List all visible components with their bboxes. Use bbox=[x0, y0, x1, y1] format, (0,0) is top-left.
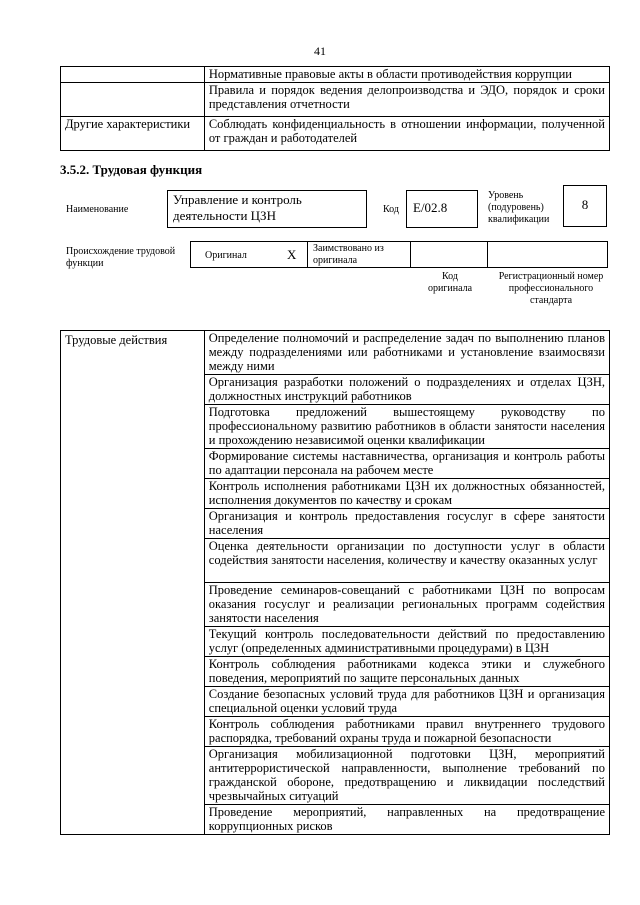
characteristics-table bbox=[60, 66, 610, 151]
row-label bbox=[61, 67, 205, 83]
level-label: Уровень (подуровень) квалификации bbox=[488, 190, 550, 225]
code-label: Код bbox=[383, 204, 399, 215]
action-item: Подготовка предложений вышестоящему руководству по профессиональному развитию работников в области занятости населения и прохождению независимой оценки квалификации bbox=[204, 405, 609, 449]
reg-number-cell bbox=[487, 241, 608, 268]
action-item: Организация мобилизационной подготовки ЦЗН, мероприятий антитеррористической направленности, выполнение требований по гражданской обороне, предотвращению и ликвидации последствий чрезвычайных ситуаций bbox=[204, 747, 609, 805]
action-item: Создание безопасных условий труда для работников ЦЗН и организация специальной оценки условий труда bbox=[204, 687, 609, 717]
action-item: Организация и контроль предоставления госуслуг в сфере занятости населения bbox=[204, 509, 609, 539]
action-item: Контроль соблюдения работниками кодекса этики и служебного поведения, мероприятий по защите персональных данных bbox=[204, 657, 609, 687]
action-item: Контроль соблюдения работниками правил внутреннего трудового распорядка, требований охраны труда и пожарной безопасности bbox=[204, 717, 609, 747]
other-characteristics-label: Другие характеристики bbox=[61, 117, 205, 151]
action-item: Оценка деятельности организации по доступности услуг в области содействия занятости населения, количеству и качеству оказанных услуг bbox=[204, 539, 609, 583]
action-item: Определение полномочий и распределение задач по выполнению планов между подразделениями или работниками и установление взаимосвязи между ними bbox=[204, 331, 609, 375]
original-label: Оригинал bbox=[205, 250, 247, 261]
labor-actions-label: Трудовые действия bbox=[61, 331, 205, 835]
function-code-value: E/02.8 bbox=[406, 190, 478, 228]
level-value: 8 bbox=[563, 185, 607, 227]
table-row bbox=[61, 83, 610, 117]
borrowed-label: Заимствовано из оригинала bbox=[313, 243, 384, 266]
action-item: Проведение семинаров-совещаний с работниками ЦЗН по вопросам оказания госуслуг и реализации региональных программ содействия занятости населения bbox=[204, 583, 609, 627]
code-original-cell bbox=[410, 241, 488, 268]
row-text: Нормативные правовые акты в области противодействия коррупции bbox=[204, 67, 609, 83]
origin-label: Происхождение трудовой функции bbox=[66, 246, 176, 269]
row-text: Правила и порядок ведения делопроизводства и ЭДО, порядок и сроки представления отчетности bbox=[204, 83, 609, 117]
page-number: 41 bbox=[314, 44, 326, 58]
borrowed-cell bbox=[307, 241, 411, 268]
labor-actions-table bbox=[60, 330, 610, 835]
action-item: Организация разработки положений о подразделениях и отделах ЦЗН, должностных инструкций работников bbox=[204, 375, 609, 405]
action-item: Текущий контроль последовательности действий по предоставлению услуг (определенных административными процедурами) в ЦЗН bbox=[204, 627, 609, 657]
section-title: 3.5.2. Трудовая функция bbox=[60, 162, 203, 177]
action-item: Контроль исполнения работниками ЦЗН их должностных обязанностей, исполнения документов по качеству и срокам bbox=[204, 479, 609, 509]
reg-number-caption: Регистрационный номер профессионального стандарта bbox=[498, 271, 604, 306]
table-row bbox=[61, 67, 610, 83]
row-text: Соблюдать конфиденциальность в отношении информации, полученной от граждан и работодателей bbox=[204, 117, 609, 151]
original-mark: X bbox=[287, 247, 297, 262]
function-name-value: Управление и контроль деятельности ЦЗН bbox=[167, 190, 367, 228]
table-row bbox=[61, 117, 610, 151]
action-item: Проведение мероприятий, направленных на предотвращение коррупционных рисков bbox=[204, 805, 609, 835]
name-label: Наименование bbox=[66, 204, 129, 215]
code-original-caption: Код оригинала bbox=[427, 271, 473, 294]
action-item: Формирование системы наставничества, организация и контроль работы по адаптации персонала на рабочем месте bbox=[204, 449, 609, 479]
row-label bbox=[61, 83, 205, 117]
origin-row bbox=[190, 241, 608, 268]
table-row bbox=[61, 331, 610, 375]
original-cell bbox=[190, 241, 308, 268]
